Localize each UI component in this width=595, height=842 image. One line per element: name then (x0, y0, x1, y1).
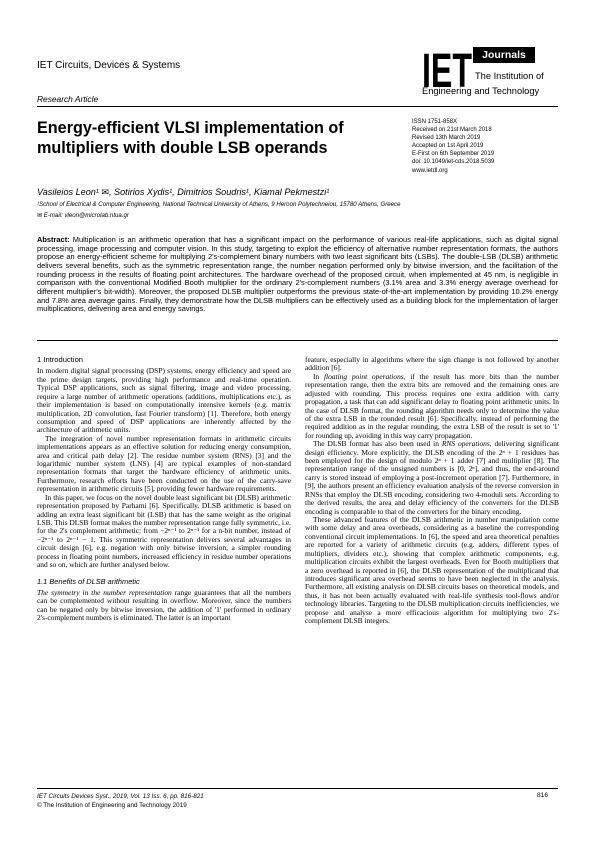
iet-logo-mark: IET (422, 46, 472, 90)
body-paragraph: feature, especially in algorithms where the sign change is not followed by another addition [6]. (305, 355, 559, 373)
body-text: , if the result has more bits than the number representation range, then the extra bits are removed and the remaining ones are adjusted with rounding. This process requires one extra addition with carry propagation, a task that can add significant delay to floating point arithmetic units. In the case of DLSB format, the rounding algorithm needs only to determine the value of the extra LSB in the rounded result [6]. Specifically, instead of performing the required addition as in the regular rounding, the extra LSB of the result is set to '1' for rounding up, avoiding in this way carry propagation. (305, 371, 559, 440)
meta-revised: Revised 13th March 2019 (412, 135, 481, 142)
body-text: In (313, 371, 324, 381)
abstract (37, 236, 558, 314)
abstract-divider (37, 340, 558, 341)
body-paragraph (305, 373, 559, 440)
corresponding-email[interactable]: ✉ E-mail: vleon@microlab.ntua.gr (37, 212, 129, 219)
footer-copyright: © The Institution of Engineering and Technology 2019 (37, 802, 187, 809)
footer-citation-block (37, 792, 204, 810)
meta-doi[interactable]: doi: 10.1049/iet-cds.2018.5039 (412, 159, 495, 166)
emphasis-text: floating point operations (323, 371, 404, 381)
article-meta (412, 118, 494, 175)
meta-efirst: E-First on 6th September 2019 (412, 151, 495, 158)
author-list: Vasileios Leon¹ ✉, Sotirios Xydis¹, Dimitrios Soudris¹, Kiamal Pekmestzi¹ (37, 187, 330, 197)
body-text: The DLSB format has also been used in (313, 439, 442, 449)
abstract-label: Abstract: (37, 235, 70, 244)
logo-line-2: Engineering and Technology (422, 86, 540, 96)
body-paragraph (305, 440, 559, 516)
subsection-heading-benefits: 1.1 Benefits of DLSB arithmetic (37, 576, 140, 586)
meta-received: Received on 21st March 2018 (412, 127, 492, 134)
body-column-right (305, 356, 559, 626)
body-paragraph: In modern digital signal processing (DSP) systems, energy efficiency and speed are the prime design targets, providing high performance and real-time operation. Typical DSP applications, such as signal filtering, image and video processing, require a large number of arithmetic operations (additions, multiplications etc.), as their implementation is based on computationally intensive kernels (e.g. matrix multiplication, 2D convolution, fast Fourier transform) [1]. Therefore, both energy consumption and speed of DSP applications are inherently affected by the architecture of arithmetic units. (37, 366, 291, 435)
footer-divider (37, 788, 558, 789)
body-text: , delivering significant design efficiency. More explicitly, the DLSB encoding of the 2ⁿ + 1 residues has been employed for the design of modulo 2ⁿ + 1 adder [7] and multiplier [8]. The representation range of the unsigned numbers is [0, 2ⁿ], and thus, the end-around carry is stored instead of employing a post-increment operation [7]. Furthermore, in [9], the authors present an efficiency evaluation analysis of the reverse conversion in RNSs that employ the DLSB encoding, considering two 4-moduli sets. According to the derived results, the area and delay efficiency of the converters for the DLSB encoding is comparable to that of the converters for the binary encoding. (305, 439, 559, 516)
page-number: 816 (537, 792, 549, 799)
emphasis-text: The symmetry in the number representation (37, 587, 172, 597)
emphasis-text: RNS operations (441, 439, 490, 449)
body-paragraph: These advanced features of the DLSB arithmetic in number manipulation come with some delay and area overheads, considering as a baseline the corresponding conventional circuit implementations. In [6], the speed and area theoretical penalties are reported for a variety of arithmetic circuits (e.g. adders, different types of multipliers, dividers etc.), showing that complex arithmetic components, e.g. multiplication circuits exhibit the largest overheads. Even for Booth multipliers that a zero overhead is reported in [6], the DLSB representation of the multiplicand that introduces significant area overhead seems to have been neglected in the analysis. Furthermore, all existing analysis on DLSB circuits bases on theoretical models, and thus, it has not been actually evaluated with real-life synthesis tool-flows and/or technology libraries. Targeting to the DLSB multiplication circuits inefficiencies, we propose and analyse a more efficacious algorithm for multiplying two 2's-complement DLSB integers. (305, 515, 559, 626)
iet-logo-mark-icon (422, 46, 472, 90)
body-paragraph (37, 589, 291, 623)
logo-line-1: The Institution of (475, 71, 544, 81)
section-heading-introduction: 1 Introduction (37, 355, 84, 364)
body-column-left (37, 356, 291, 623)
journals-badge: Journals (473, 47, 535, 63)
article-type: Research Article (37, 94, 99, 104)
journal-name: IET Circuits, Devices & Systems (37, 60, 181, 71)
meta-website[interactable]: www.ietdl.org (412, 167, 448, 174)
iet-logo (422, 46, 562, 102)
header-divider (37, 106, 558, 107)
footer-citation: IET Circuits Devices Syst., 2019, Vol. 13 Iss. 6, pp. 816-821 (37, 793, 204, 800)
abstract-text: Multiplication is an arithmetic operation that has a significant impact on the performance of various real-life applications, such as digital signal processing, image processing and computer vision. In this study, targeting to exploit the efficiency of alternative number representation formats, the authors propose an energy-efficient scheme for multiplying 2's-complement binary numbers with two least significant bits (LSBs). The double-LSB (DLSB) arithmetic delivers several benefits, such as the symmetric representation range, the number negation performed only by bitwise inversion, and the facilitation of the rounding process in the results of floating point architectures. The hardware overhead of the proposed circuit, when implemented at 45 nm, is negligible in comparison with the conventional Modified Booth multiplier for the ordinary 2's-complement numbers (3.1% area and 3.3% energy average overhead for different multiplier's bit-width). Moreover, the proposed DLSB multiplier outperforms the previous state-of-the-art implementation by providing 10.2% energy and 7.8% area average gains. Finally, they demonstrate how the DLSB multipliers can be effectively used as a building block for the implementation of larger multiplications, delivering area and energy savings. (37, 235, 558, 314)
body-paragraph: The integration of novel number representation formats in arithmetic circuits implementations appears as an effective solution for reducing energy consumption, area and critical path delay [2]. The residue number system (RNS) [3] and the logarithmic number system (LNS) [4] are typical examples of non-standard representation formats that target the hardware efficiency of arithmetic units. Furthermore, research efforts have been conducted on the use of the carry-save representation in arithmetic circuits [5], providing fewer hardware requirements. (37, 433, 291, 494)
body-text: range guarantees that all the numbers can be complemented without resulting in overflow. Moreover, since the numbers can be negated only by bitwise inversion, the addition of '1' performed in ordinary 2's-complement numbers is eliminated. The latter is an important (37, 587, 291, 623)
affiliation: ¹School of Electrical & Computer Engineering, National Technical University of Athens, 9 Heroon Polytechneiou, 15780 Athens, Greece (37, 201, 401, 208)
meta-issn: ISSN 1751-858X (412, 119, 458, 125)
meta-accepted: Accepted on 1st April 2019 (412, 143, 484, 150)
body-paragraph: In this paper, we focus on the novel double least significant bit (DLSB) arithmetic representation proposed by Parhami [6]. Specifically, DLSB arithmetic is based on adding an extra least significant bit (LSB) that has the same weight as the original LSB. This DLSB format makes the number representation range fully symmetric, i.e. for the 2's complement arithmetic: from −2ⁿ⁻¹ to 2ⁿ⁻¹ for a n-bit number, instead of −2ⁿ⁻¹ to 2ⁿ⁻¹ − 1. This symmetric representation delivers several advantages in circuit design [6], e.g. negation with only bitwise inversion, a simpler rounding process in floating point numbers, increased efficiency in residue number operations and so on, which are further analysed below. (37, 492, 291, 570)
paper-title: Energy-efficient VLSI implementation of multipliers with double LSB operands (37, 119, 344, 157)
